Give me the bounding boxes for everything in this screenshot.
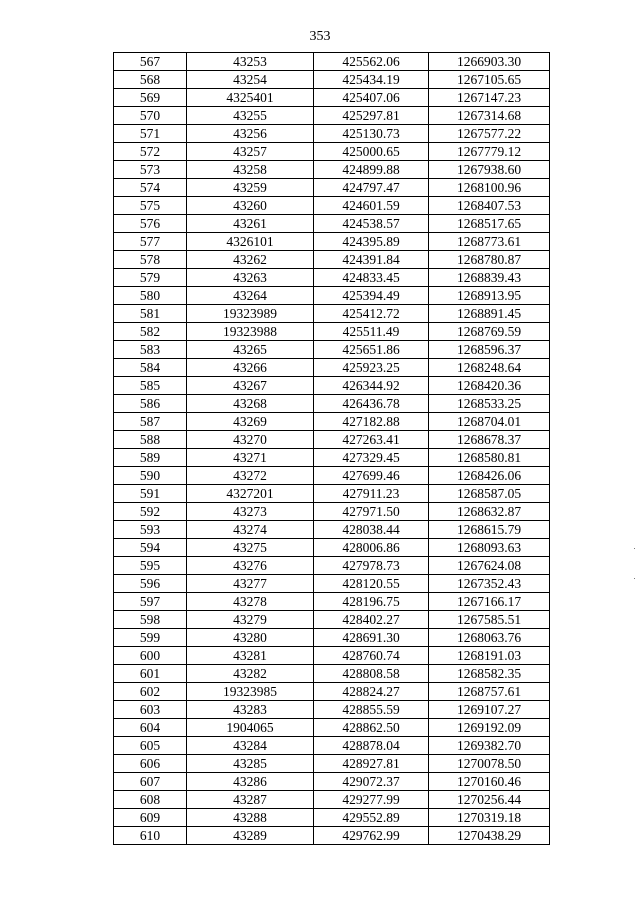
point-id-cell: 43289 [187, 827, 314, 845]
y-coordinate-cell: 1268582.35 [429, 665, 550, 683]
table-row [114, 647, 550, 665]
x-coordinate-cell: 428855.59 [314, 701, 429, 719]
x-coordinate-cell: 425407.06 [314, 89, 429, 107]
point-id-cell: 4327201 [187, 485, 314, 503]
table-row [114, 359, 550, 377]
x-coordinate-cell: 428824.27 [314, 683, 429, 701]
point-number-cell: 576 [114, 215, 187, 233]
x-coordinate-cell: 425511.49 [314, 323, 429, 341]
point-id-cell: 43264 [187, 287, 314, 305]
x-coordinate-cell: 425651.86 [314, 341, 429, 359]
point-number-cell: 589 [114, 449, 187, 467]
y-coordinate-cell: 1267147.23 [429, 89, 550, 107]
point-number-cell: 604 [114, 719, 187, 737]
table-row [114, 395, 550, 413]
table-row [114, 611, 550, 629]
table-row [114, 467, 550, 485]
point-number-cell: 596 [114, 575, 187, 593]
point-number-cell: 580 [114, 287, 187, 305]
point-number-cell: 591 [114, 485, 187, 503]
y-coordinate-cell: 1267314.68 [429, 107, 550, 125]
y-coordinate-cell: 1267938.60 [429, 161, 550, 179]
y-coordinate-cell: 1268426.06 [429, 467, 550, 485]
point-id-cell: 19323985 [187, 683, 314, 701]
table-row [114, 449, 550, 467]
y-coordinate-cell: 1268704.01 [429, 413, 550, 431]
table-row [114, 341, 550, 359]
point-id-cell: 1904065 [187, 719, 314, 737]
y-coordinate-cell: 1267352.43 [429, 575, 550, 593]
y-coordinate-cell: 1268678.37 [429, 431, 550, 449]
point-number-cell: 584 [114, 359, 187, 377]
table-row [114, 575, 550, 593]
coordinates-table-body [114, 53, 550, 845]
point-number-cell: 574 [114, 179, 187, 197]
point-id-cell: 43273 [187, 503, 314, 521]
point-id-cell: 43285 [187, 755, 314, 773]
y-coordinate-cell: 1270438.29 [429, 827, 550, 845]
table-row [114, 377, 550, 395]
table-row [114, 701, 550, 719]
x-coordinate-cell: 425923.25 [314, 359, 429, 377]
x-coordinate-cell: 425000.65 [314, 143, 429, 161]
point-id-cell: 43284 [187, 737, 314, 755]
y-coordinate-cell: 1268093.63 [429, 539, 550, 557]
point-number-cell: 593 [114, 521, 187, 539]
point-number-cell: 590 [114, 467, 187, 485]
point-id-cell: 43281 [187, 647, 314, 665]
y-coordinate-cell: 1268596.37 [429, 341, 550, 359]
point-number-cell: 582 [114, 323, 187, 341]
point-number-cell: 592 [114, 503, 187, 521]
x-coordinate-cell: 428120.55 [314, 575, 429, 593]
point-number-cell: 578 [114, 251, 187, 269]
table-row [114, 719, 550, 737]
point-id-cell: 43262 [187, 251, 314, 269]
x-coordinate-cell: 428878.04 [314, 737, 429, 755]
y-coordinate-cell: 1268913.95 [429, 287, 550, 305]
point-number-cell: 583 [114, 341, 187, 359]
table-row [114, 71, 550, 89]
y-coordinate-cell: 1268632.87 [429, 503, 550, 521]
point-id-cell: 43272 [187, 467, 314, 485]
table-row [114, 665, 550, 683]
y-coordinate-cell: 1268100.96 [429, 179, 550, 197]
point-number-cell: 581 [114, 305, 187, 323]
x-coordinate-cell: 428927.81 [314, 755, 429, 773]
x-coordinate-cell: 424391.84 [314, 251, 429, 269]
y-coordinate-cell: 1270078.50 [429, 755, 550, 773]
point-number-cell: 609 [114, 809, 187, 827]
y-coordinate-cell: 1267105.65 [429, 71, 550, 89]
point-number-cell: 600 [114, 647, 187, 665]
point-id-cell: 43261 [187, 215, 314, 233]
point-id-cell: 43267 [187, 377, 314, 395]
y-coordinate-cell: 1266903.30 [429, 53, 550, 71]
y-coordinate-cell: 1268773.61 [429, 233, 550, 251]
point-id-cell: 43274 [187, 521, 314, 539]
y-coordinate-cell: 1270256.44 [429, 791, 550, 809]
table-row [114, 233, 550, 251]
point-number-cell: 575 [114, 197, 187, 215]
y-coordinate-cell: 1267585.51 [429, 611, 550, 629]
y-coordinate-cell: 1268587.05 [429, 485, 550, 503]
table-row [114, 809, 550, 827]
x-coordinate-cell: 428862.50 [314, 719, 429, 737]
y-coordinate-cell: 1267624.08 [429, 557, 550, 575]
table-row [114, 737, 550, 755]
table-row [114, 287, 550, 305]
point-id-cell: 43277 [187, 575, 314, 593]
scan-mark [634, 578, 635, 579]
coordinates-table [113, 52, 550, 845]
x-coordinate-cell: 428196.75 [314, 593, 429, 611]
point-number-cell: 595 [114, 557, 187, 575]
table-row [114, 539, 550, 557]
y-coordinate-cell: 1269382.70 [429, 737, 550, 755]
y-coordinate-cell: 1268769.59 [429, 323, 550, 341]
point-number-cell: 577 [114, 233, 187, 251]
x-coordinate-cell: 425562.06 [314, 53, 429, 71]
table-row [114, 791, 550, 809]
y-coordinate-cell: 1268420.36 [429, 377, 550, 395]
point-number-cell: 569 [114, 89, 187, 107]
y-coordinate-cell: 1268580.81 [429, 449, 550, 467]
point-id-cell: 43288 [187, 809, 314, 827]
x-coordinate-cell: 428038.44 [314, 521, 429, 539]
point-number-cell: 567 [114, 53, 187, 71]
point-id-cell: 43258 [187, 161, 314, 179]
point-id-cell: 43260 [187, 197, 314, 215]
table-row [114, 773, 550, 791]
point-id-cell: 43280 [187, 629, 314, 647]
table-row [114, 485, 550, 503]
point-id-cell: 43283 [187, 701, 314, 719]
point-id-cell: 43278 [187, 593, 314, 611]
table-row [114, 215, 550, 233]
y-coordinate-cell: 1268248.64 [429, 359, 550, 377]
point-number-cell: 579 [114, 269, 187, 287]
table-row [114, 413, 550, 431]
point-id-cell: 43253 [187, 53, 314, 71]
scan-mark [634, 548, 635, 549]
point-id-cell: 43257 [187, 143, 314, 161]
y-coordinate-cell: 1267779.12 [429, 143, 550, 161]
table-row [114, 161, 550, 179]
point-number-cell: 603 [114, 701, 187, 719]
point-number-cell: 587 [114, 413, 187, 431]
y-coordinate-cell: 1268191.03 [429, 647, 550, 665]
point-id-cell: 43282 [187, 665, 314, 683]
table-row [114, 143, 550, 161]
x-coordinate-cell: 424797.47 [314, 179, 429, 197]
point-number-cell: 606 [114, 755, 187, 773]
point-number-cell: 598 [114, 611, 187, 629]
point-id-cell: 43254 [187, 71, 314, 89]
point-number-cell: 610 [114, 827, 187, 845]
y-coordinate-cell: 1268615.79 [429, 521, 550, 539]
point-number-cell: 585 [114, 377, 187, 395]
x-coordinate-cell: 427329.45 [314, 449, 429, 467]
x-coordinate-cell: 425412.72 [314, 305, 429, 323]
x-coordinate-cell: 425297.81 [314, 107, 429, 125]
point-number-cell: 588 [114, 431, 187, 449]
table-row [114, 53, 550, 71]
point-id-cell: 43287 [187, 791, 314, 809]
point-number-cell: 572 [114, 143, 187, 161]
point-id-cell: 43279 [187, 611, 314, 629]
y-coordinate-cell: 1268063.76 [429, 629, 550, 647]
point-number-cell: 597 [114, 593, 187, 611]
y-coordinate-cell: 1267166.17 [429, 593, 550, 611]
point-id-cell: 43271 [187, 449, 314, 467]
x-coordinate-cell: 429552.89 [314, 809, 429, 827]
point-number-cell: 594 [114, 539, 187, 557]
point-id-cell: 19323989 [187, 305, 314, 323]
x-coordinate-cell: 424538.57 [314, 215, 429, 233]
y-coordinate-cell: 1269192.09 [429, 719, 550, 737]
table-row [114, 125, 550, 143]
x-coordinate-cell: 429072.37 [314, 773, 429, 791]
table-row [114, 251, 550, 269]
point-number-cell: 586 [114, 395, 187, 413]
point-number-cell: 571 [114, 125, 187, 143]
table-row [114, 89, 550, 107]
page-number: 353 [309, 29, 331, 44]
y-coordinate-cell: 1268780.87 [429, 251, 550, 269]
y-coordinate-cell: 1268891.45 [429, 305, 550, 323]
x-coordinate-cell: 428808.58 [314, 665, 429, 683]
point-number-cell: 601 [114, 665, 187, 683]
x-coordinate-cell: 428006.86 [314, 539, 429, 557]
x-coordinate-cell: 427182.88 [314, 413, 429, 431]
y-coordinate-cell: 1270319.18 [429, 809, 550, 827]
table-row [114, 521, 550, 539]
x-coordinate-cell: 424395.89 [314, 233, 429, 251]
x-coordinate-cell: 426344.92 [314, 377, 429, 395]
point-number-cell: 573 [114, 161, 187, 179]
x-coordinate-cell: 427971.50 [314, 503, 429, 521]
x-coordinate-cell: 424833.45 [314, 269, 429, 287]
x-coordinate-cell: 428760.74 [314, 647, 429, 665]
point-number-cell: 570 [114, 107, 187, 125]
table-row [114, 323, 550, 341]
point-id-cell: 43255 [187, 107, 314, 125]
point-number-cell: 608 [114, 791, 187, 809]
x-coordinate-cell: 424899.88 [314, 161, 429, 179]
table-row [114, 503, 550, 521]
point-id-cell: 43265 [187, 341, 314, 359]
point-id-cell: 43270 [187, 431, 314, 449]
point-id-cell: 43263 [187, 269, 314, 287]
point-number-cell: 568 [114, 71, 187, 89]
point-id-cell: 4325401 [187, 89, 314, 107]
point-id-cell: 43256 [187, 125, 314, 143]
point-id-cell: 4326101 [187, 233, 314, 251]
point-id-cell: 43275 [187, 539, 314, 557]
table-row [114, 107, 550, 125]
point-id-cell: 43286 [187, 773, 314, 791]
point-id-cell: 19323988 [187, 323, 314, 341]
table-row [114, 179, 550, 197]
y-coordinate-cell: 1268517.65 [429, 215, 550, 233]
x-coordinate-cell: 427978.73 [314, 557, 429, 575]
x-coordinate-cell: 429762.99 [314, 827, 429, 845]
y-coordinate-cell: 1269107.27 [429, 701, 550, 719]
x-coordinate-cell: 426436.78 [314, 395, 429, 413]
table-row [114, 629, 550, 647]
point-number-cell: 607 [114, 773, 187, 791]
y-coordinate-cell: 1270160.46 [429, 773, 550, 791]
table-row [114, 683, 550, 701]
y-coordinate-cell: 1268407.53 [429, 197, 550, 215]
table-row [114, 197, 550, 215]
table-row [114, 269, 550, 287]
table-row [114, 557, 550, 575]
point-id-cell: 43266 [187, 359, 314, 377]
point-id-cell: 43269 [187, 413, 314, 431]
y-coordinate-cell: 1268757.61 [429, 683, 550, 701]
x-coordinate-cell: 424601.59 [314, 197, 429, 215]
x-coordinate-cell: 428402.27 [314, 611, 429, 629]
point-id-cell: 43259 [187, 179, 314, 197]
point-number-cell: 605 [114, 737, 187, 755]
x-coordinate-cell: 425130.73 [314, 125, 429, 143]
y-coordinate-cell: 1268839.43 [429, 269, 550, 287]
y-coordinate-cell: 1267577.22 [429, 125, 550, 143]
x-coordinate-cell: 427263.41 [314, 431, 429, 449]
x-coordinate-cell: 425394.49 [314, 287, 429, 305]
x-coordinate-cell: 427699.46 [314, 467, 429, 485]
table-row [114, 305, 550, 323]
table-row [114, 827, 550, 845]
table-row [114, 593, 550, 611]
x-coordinate-cell: 429277.99 [314, 791, 429, 809]
point-id-cell: 43276 [187, 557, 314, 575]
table-row [114, 431, 550, 449]
y-coordinate-cell: 1268533.25 [429, 395, 550, 413]
x-coordinate-cell: 428691.30 [314, 629, 429, 647]
point-number-cell: 602 [114, 683, 187, 701]
point-id-cell: 43268 [187, 395, 314, 413]
table-row [114, 755, 550, 773]
point-number-cell: 599 [114, 629, 187, 647]
x-coordinate-cell: 427911.23 [314, 485, 429, 503]
x-coordinate-cell: 425434.19 [314, 71, 429, 89]
